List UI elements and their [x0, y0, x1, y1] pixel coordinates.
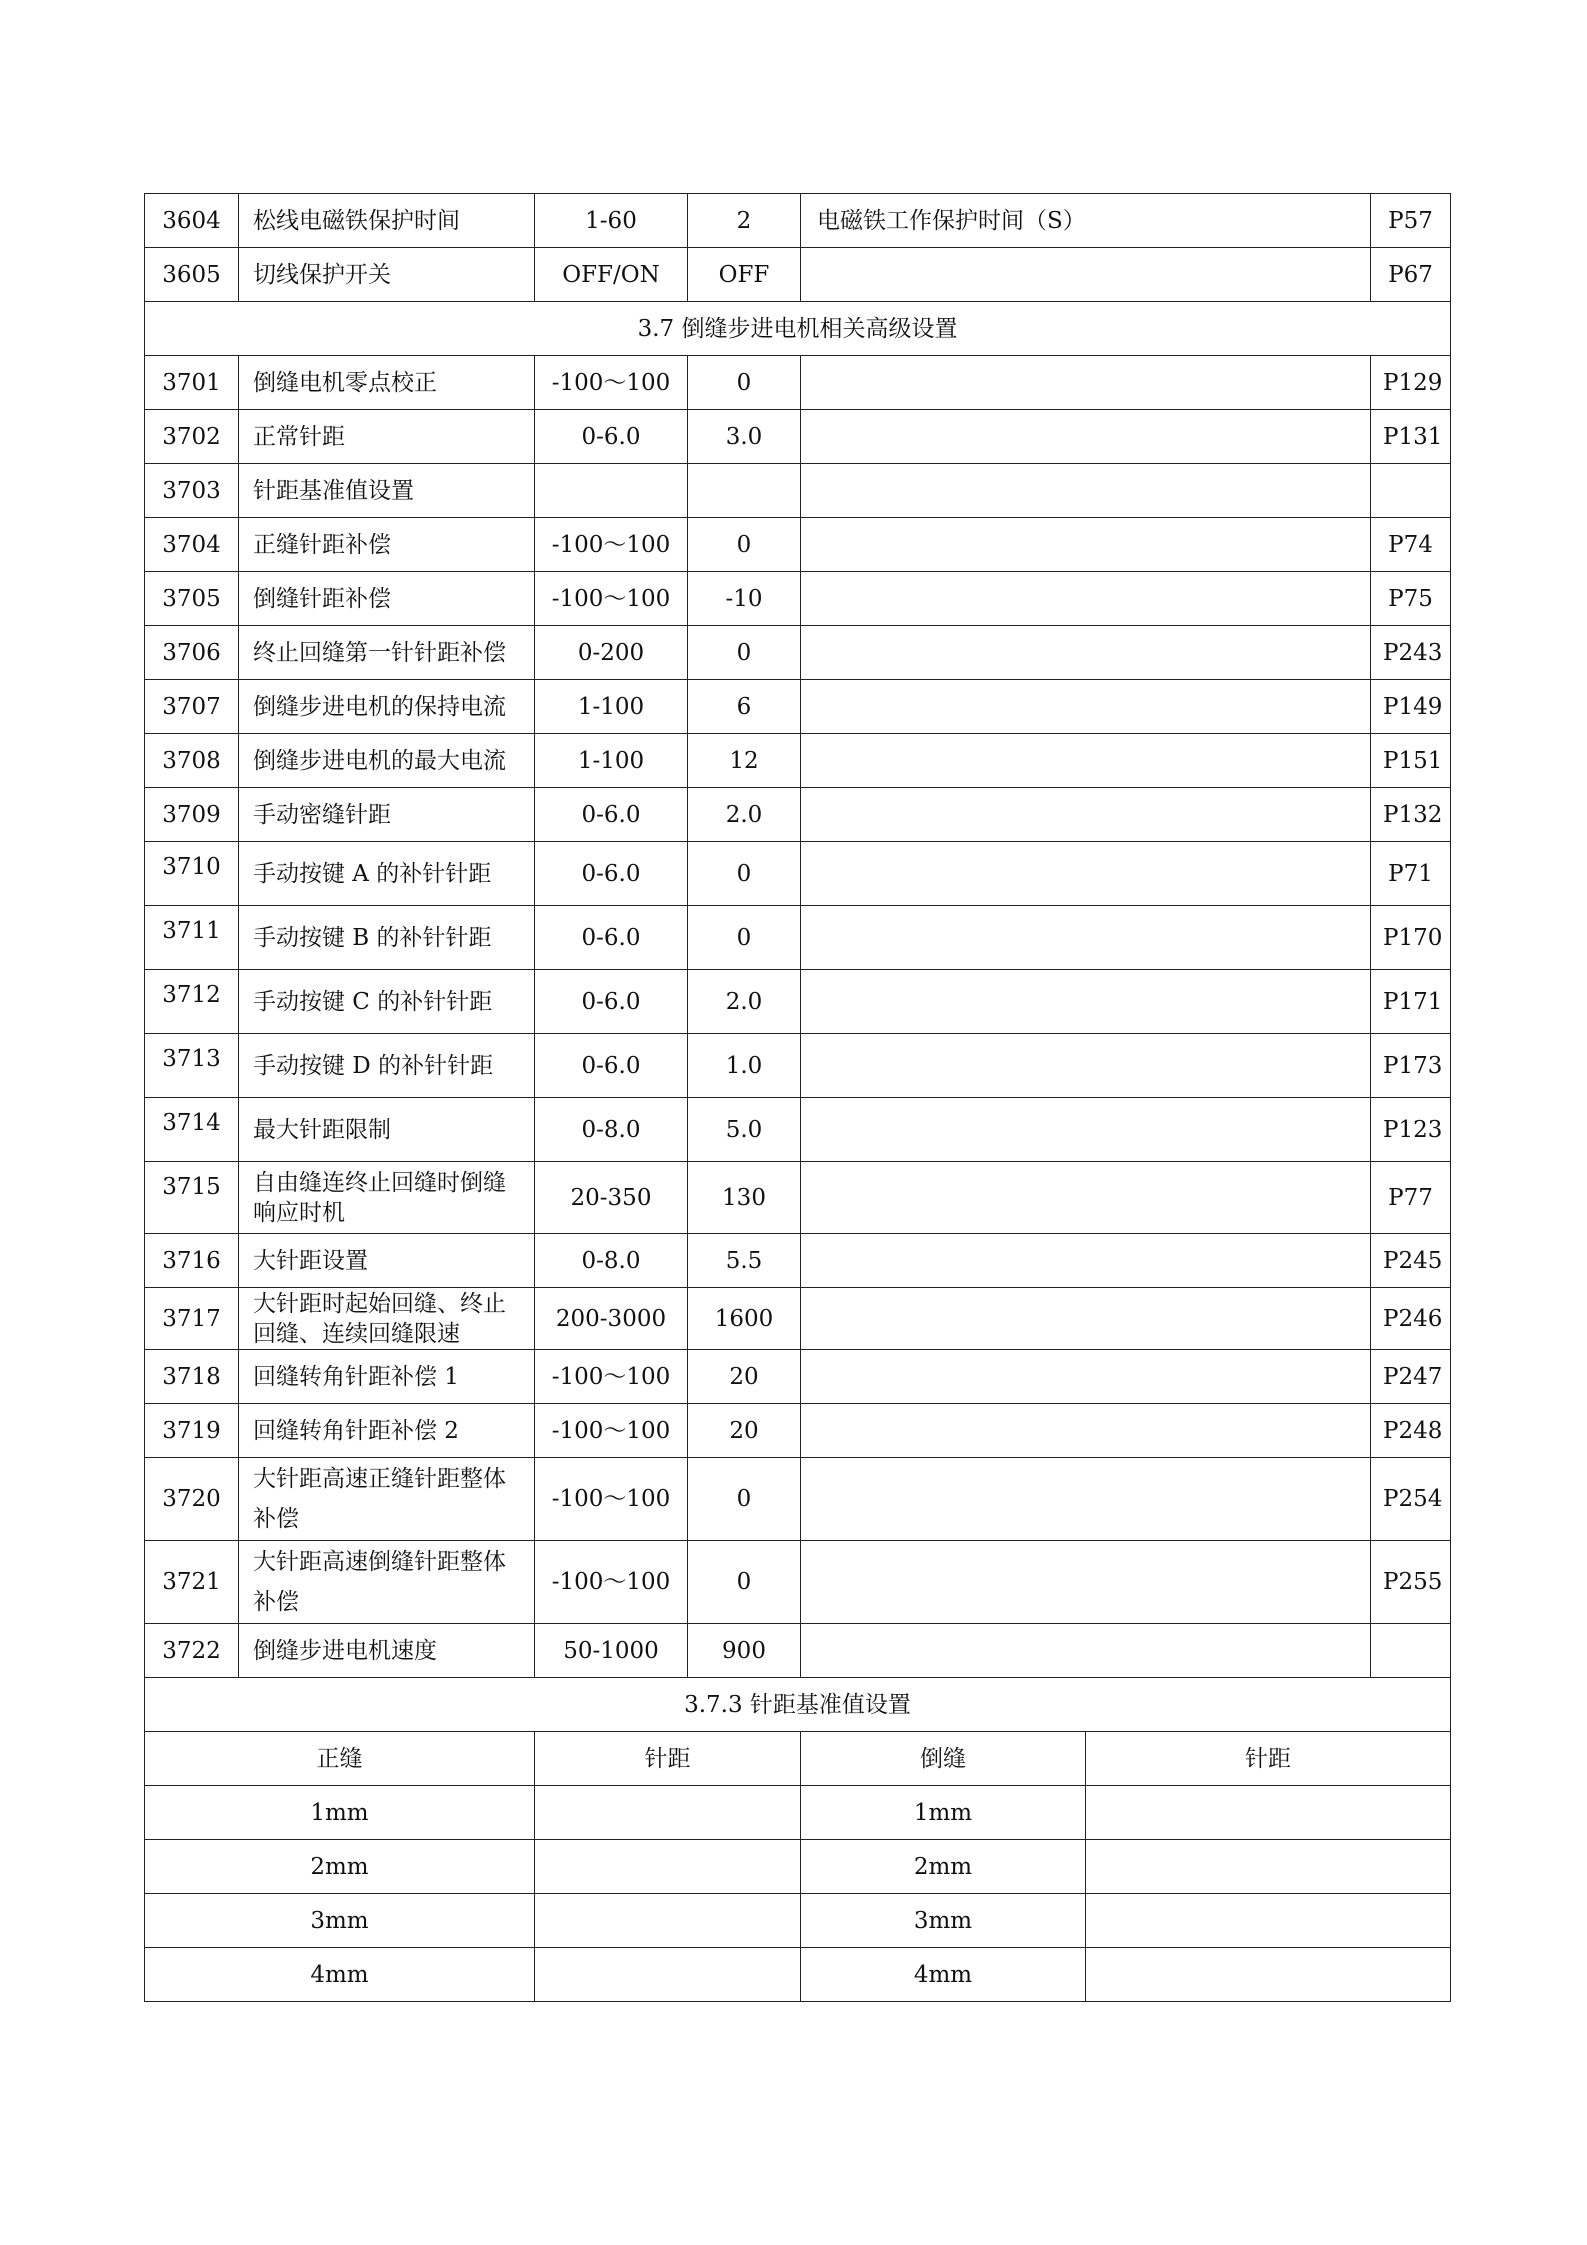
- ref-forward-pitch: [535, 1786, 801, 1840]
- table-row: [145, 1288, 1451, 1350]
- table-row: [145, 1541, 1451, 1624]
- ref-forward-pitch: [535, 1894, 801, 1948]
- param-page: [1371, 1624, 1451, 1678]
- param-page: P74: [1371, 518, 1451, 572]
- param-code: 3722: [145, 1624, 239, 1678]
- ref-forward-value: 1mm: [145, 1786, 535, 1840]
- section-title: 3.7 倒缝步进电机相关高级设置: [145, 302, 1451, 356]
- table-row: [145, 572, 1451, 626]
- param-name: 倒缝电机零点校正: [239, 356, 535, 410]
- table-row: [145, 970, 1451, 1034]
- param-name: 倒缝针距补偿: [239, 572, 535, 626]
- param-default: -10: [688, 572, 801, 626]
- param-range: -100～100: [535, 1350, 688, 1404]
- table-row: [145, 1350, 1451, 1404]
- param-name: 手动按键 C 的补针针距: [239, 970, 535, 1034]
- param-description: [801, 906, 1371, 970]
- param-range: 1-100: [535, 680, 688, 734]
- param-description: [801, 1458, 1371, 1541]
- param-range: 0-6.0: [535, 906, 688, 970]
- table-row: [145, 410, 1451, 464]
- param-name: 自由缝连终止回缝时倒缝响应时机: [239, 1162, 535, 1234]
- param-description: 电磁铁工作保护时间（S）: [801, 194, 1371, 248]
- table-row: [145, 842, 1451, 906]
- param-range: 1-60: [535, 194, 688, 248]
- param-range: -100～100: [535, 518, 688, 572]
- table-row: [145, 788, 1451, 842]
- param-code: 3706: [145, 626, 239, 680]
- table-row: [145, 1162, 1451, 1234]
- table-row: [145, 356, 1451, 410]
- param-default: 900: [688, 1624, 801, 1678]
- table-row: [145, 1234, 1451, 1288]
- param-page: P151: [1371, 734, 1451, 788]
- param-name: 大针距时起始回缝、终止回缝、连续回缝限速: [239, 1288, 535, 1350]
- param-default: 0: [688, 518, 801, 572]
- param-description: [801, 248, 1371, 302]
- param-name: 手动按键 B 的补针针距: [239, 906, 535, 970]
- param-range: 200-3000: [535, 1288, 688, 1350]
- param-page: P254: [1371, 1458, 1451, 1541]
- param-page: P243: [1371, 626, 1451, 680]
- table-row: [145, 1098, 1451, 1162]
- param-name: 大针距高速正缝针距整体补偿: [239, 1458, 535, 1541]
- table-row: [145, 1034, 1451, 1098]
- param-name: 大针距高速倒缝针距整体补偿: [239, 1541, 535, 1624]
- param-default: 3.0: [688, 410, 801, 464]
- param-range: 0-8.0: [535, 1098, 688, 1162]
- subsection-row: [145, 1678, 1451, 1732]
- ref-reverse-value: 1mm: [801, 1786, 1086, 1840]
- ref-forward-value: 4mm: [145, 1948, 535, 2002]
- param-range: -100～100: [535, 572, 688, 626]
- param-page: P248: [1371, 1404, 1451, 1458]
- param-code: 3708: [145, 734, 239, 788]
- ref-forward-value: 3mm: [145, 1894, 535, 1948]
- param-name: 正缝针距补偿: [239, 518, 535, 572]
- param-page: P255: [1371, 1541, 1451, 1624]
- param-description: [801, 572, 1371, 626]
- param-name: 针距基准值设置: [239, 464, 535, 518]
- param-code: 3719: [145, 1404, 239, 1458]
- reference-row: [145, 1786, 1451, 1840]
- param-page: P123: [1371, 1098, 1451, 1162]
- param-code: 3605: [145, 248, 239, 302]
- param-name: 大针距设置: [239, 1234, 535, 1288]
- param-default: 0: [688, 356, 801, 410]
- param-name: 回缝转角针距补偿 2: [239, 1404, 535, 1458]
- param-range: -100～100: [535, 1458, 688, 1541]
- table-row: [145, 680, 1451, 734]
- param-code: 3714: [145, 1098, 239, 1162]
- ref-reverse-value: 4mm: [801, 1948, 1086, 2002]
- param-range: 0-6.0: [535, 410, 688, 464]
- param-range: 50-1000: [535, 1624, 688, 1678]
- param-page: P173: [1371, 1034, 1451, 1098]
- param-name: 手动按键 D 的补针针距: [239, 1034, 535, 1098]
- param-range: 0-6.0: [535, 788, 688, 842]
- param-default: 2: [688, 194, 801, 248]
- param-code: 3701: [145, 356, 239, 410]
- param-code: 3705: [145, 572, 239, 626]
- param-default: 12: [688, 734, 801, 788]
- param-page: P245: [1371, 1234, 1451, 1288]
- ref-forward-pitch: [535, 1840, 801, 1894]
- param-range: 0-6.0: [535, 1034, 688, 1098]
- param-page: P71: [1371, 842, 1451, 906]
- param-code: 3709: [145, 788, 239, 842]
- param-range: 1-100: [535, 734, 688, 788]
- ref-header-reverse: 倒缝: [801, 1732, 1086, 1786]
- param-code: 3604: [145, 194, 239, 248]
- param-default: [688, 464, 801, 518]
- param-code: 3713: [145, 1034, 239, 1098]
- param-default: 20: [688, 1404, 801, 1458]
- param-code: 3707: [145, 680, 239, 734]
- param-default: 2.0: [688, 970, 801, 1034]
- param-range: OFF/ON: [535, 248, 688, 302]
- param-default: 20: [688, 1350, 801, 1404]
- param-page: P132: [1371, 788, 1451, 842]
- reference-row: [145, 1948, 1451, 2002]
- param-description: [801, 734, 1371, 788]
- param-code: 3704: [145, 518, 239, 572]
- param-page: P170: [1371, 906, 1451, 970]
- table-row: [145, 464, 1451, 518]
- param-code: 3718: [145, 1350, 239, 1404]
- param-page: P67: [1371, 248, 1451, 302]
- param-description: [801, 1541, 1371, 1624]
- param-default: 0: [688, 842, 801, 906]
- parameter-table: [144, 193, 1451, 2002]
- ref-forward-pitch: [535, 1948, 801, 2002]
- param-range: 0-200: [535, 626, 688, 680]
- param-name: 倒缝步进电机速度: [239, 1624, 535, 1678]
- param-code: 3715: [145, 1162, 239, 1234]
- param-range: 0-6.0: [535, 970, 688, 1034]
- ref-header-forward-pitch: 针距: [535, 1732, 801, 1786]
- param-code: 3721: [145, 1541, 239, 1624]
- param-description: [801, 518, 1371, 572]
- param-name: 终止回缝第一针针距补偿: [239, 626, 535, 680]
- param-page: P77: [1371, 1162, 1451, 1234]
- param-description: [801, 1234, 1371, 1288]
- param-name: 回缝转角针距补偿 1: [239, 1350, 535, 1404]
- param-code: 3720: [145, 1458, 239, 1541]
- param-name: 切线保护开关: [239, 248, 535, 302]
- ref-reverse-pitch: [1086, 1840, 1451, 1894]
- table-row: [145, 626, 1451, 680]
- ref-reverse-value: 3mm: [801, 1894, 1086, 1948]
- param-description: [801, 970, 1371, 1034]
- param-range: [535, 464, 688, 518]
- table-row: [145, 1404, 1451, 1458]
- param-description: [801, 842, 1371, 906]
- param-default: 5.0: [688, 1098, 801, 1162]
- subsection-title: 3.7.3 针距基准值设置: [145, 1678, 1451, 1732]
- param-description: [801, 1288, 1371, 1350]
- ref-forward-value: 2mm: [145, 1840, 535, 1894]
- param-name: 最大针距限制: [239, 1098, 535, 1162]
- param-page: P75: [1371, 572, 1451, 626]
- ref-reverse-pitch: [1086, 1894, 1451, 1948]
- param-default: 0: [688, 906, 801, 970]
- param-default: 1.0: [688, 1034, 801, 1098]
- param-description: [801, 464, 1371, 518]
- param-name: 手动按键 A 的补针针距: [239, 842, 535, 906]
- table-row: [145, 248, 1451, 302]
- reference-row: [145, 1840, 1451, 1894]
- param-description: [801, 626, 1371, 680]
- param-default: 0: [688, 1541, 801, 1624]
- ref-reverse-pitch: [1086, 1948, 1451, 2002]
- param-page: P247: [1371, 1350, 1451, 1404]
- param-range: 0-6.0: [535, 842, 688, 906]
- param-default: 0: [688, 1458, 801, 1541]
- param-default: OFF: [688, 248, 801, 302]
- param-default: 2.0: [688, 788, 801, 842]
- param-code: 3703: [145, 464, 239, 518]
- reference-header-row: [145, 1732, 1451, 1786]
- param-description: [801, 1162, 1371, 1234]
- param-range: -100～100: [535, 1541, 688, 1624]
- param-name: 倒缝步进电机的最大电流: [239, 734, 535, 788]
- table-row: [145, 1458, 1451, 1541]
- param-page: P149: [1371, 680, 1451, 734]
- table-row: [145, 1624, 1451, 1678]
- param-name: 正常针距: [239, 410, 535, 464]
- param-page: P246: [1371, 1288, 1451, 1350]
- param-code: 3717: [145, 1288, 239, 1350]
- param-range: -100～100: [535, 1404, 688, 1458]
- reference-row: [145, 1894, 1451, 1948]
- param-description: [801, 1098, 1371, 1162]
- param-code: 3702: [145, 410, 239, 464]
- param-description: [801, 1034, 1371, 1098]
- param-range: 20-350: [535, 1162, 688, 1234]
- table-row: [145, 734, 1451, 788]
- param-description: [801, 1624, 1371, 1678]
- param-description: [801, 410, 1371, 464]
- param-page: P171: [1371, 970, 1451, 1034]
- param-default: 6: [688, 680, 801, 734]
- param-description: [801, 680, 1371, 734]
- param-name: 手动密缝针距: [239, 788, 535, 842]
- param-page: P131: [1371, 410, 1451, 464]
- param-default: 130: [688, 1162, 801, 1234]
- ref-reverse-pitch: [1086, 1786, 1451, 1840]
- param-page: [1371, 464, 1451, 518]
- param-page: P57: [1371, 194, 1451, 248]
- param-default: 1600: [688, 1288, 801, 1350]
- param-page: P129: [1371, 356, 1451, 410]
- param-description: [801, 1350, 1371, 1404]
- param-name: 松线电磁铁保护时间: [239, 194, 535, 248]
- param-code: 3712: [145, 970, 239, 1034]
- param-range: -100～100: [535, 356, 688, 410]
- param-description: [801, 788, 1371, 842]
- ref-reverse-value: 2mm: [801, 1840, 1086, 1894]
- param-default: 5.5: [688, 1234, 801, 1288]
- ref-header-reverse-pitch: 针距: [1086, 1732, 1451, 1786]
- param-code: 3711: [145, 906, 239, 970]
- section-row: [145, 302, 1451, 356]
- param-range: 0-8.0: [535, 1234, 688, 1288]
- param-name: 倒缝步进电机的保持电流: [239, 680, 535, 734]
- param-code: 3710: [145, 842, 239, 906]
- table-row: [145, 518, 1451, 572]
- table-row: [145, 906, 1451, 970]
- param-description: [801, 356, 1371, 410]
- ref-header-forward: 正缝: [145, 1732, 535, 1786]
- param-default: 0: [688, 626, 801, 680]
- param-description: [801, 1404, 1371, 1458]
- table-row: [145, 194, 1451, 248]
- param-code: 3716: [145, 1234, 239, 1288]
